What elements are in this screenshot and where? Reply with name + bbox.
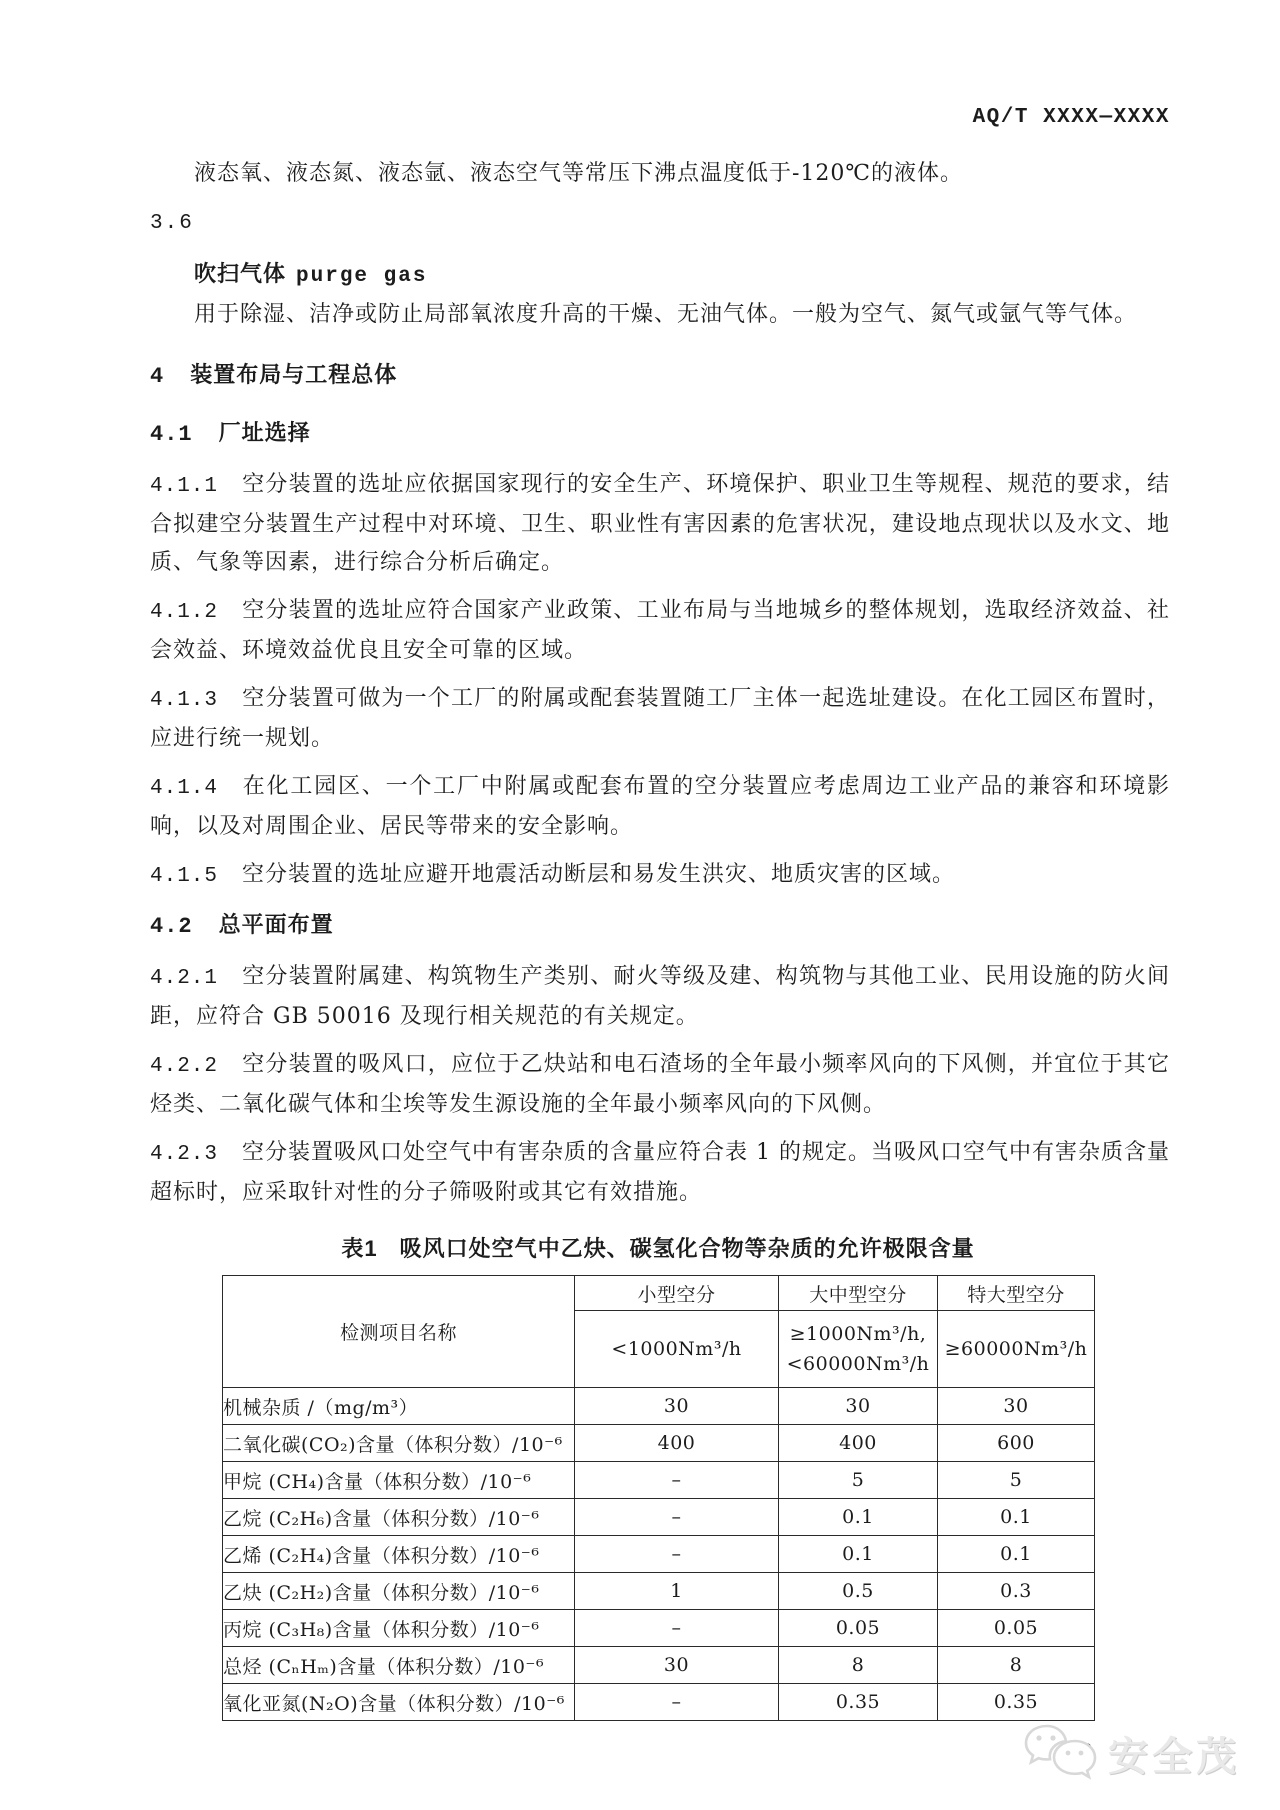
clause-4-1-1 — [150, 466, 1170, 582]
value-extra-large: 600 — [938, 1425, 1095, 1462]
value-small: 1 — [575, 1573, 779, 1610]
clause-4-2-3 — [150, 1134, 1170, 1212]
value-small: 400 — [575, 1425, 779, 1462]
value-extra-large: 30 — [938, 1388, 1095, 1425]
section-4-2-title: 总平面布置 — [218, 912, 334, 937]
table-row — [223, 1684, 1095, 1721]
brand-text: 安全茂 — [1108, 1734, 1240, 1779]
clause-number: 4.1.4 — [150, 777, 219, 800]
table-row — [223, 1425, 1095, 1462]
wechat-logo-icon — [1022, 1722, 1100, 1784]
clause-number: 4.2.2 — [150, 1055, 219, 1078]
clause-text: 空分装置的吸风口，应位于乙炔站和电石渣场的全年最小频率风向的下风侧，并宜位于其它烃类、二氧化碳气体和尘埃等发生源设施的全年最小频率风向的下风侧。 — [150, 1052, 1170, 1117]
value-medium: 0.5 — [779, 1573, 938, 1610]
clause-text: 空分装置的选址应依据国家现行的安全生产、环境保护、职业卫生等规程、规范的要求，结合拟建空分装置生产过程中对环境、卫生、职业性有害因素的危害状况，建设地点现状以及水文、地质、气象等因素，进行综合分析后确定。 — [150, 472, 1170, 575]
section-4-heading — [150, 360, 1170, 392]
column-header-extra-large: 特大型空分 — [938, 1276, 1095, 1311]
table-row — [223, 1462, 1095, 1499]
clause-text: 在化工园区、一个工厂中附属或配套布置的空分装置应考虑周边工业产品的兼容和环境影响，以及对周围企业、居民等带来的安全影响。 — [150, 774, 1170, 839]
item-cell: 乙烷 (C₂H₆)含量（体积分数）/10⁻⁶ — [223, 1499, 575, 1536]
value-extra-large: 0.1 — [938, 1499, 1095, 1536]
clause-number: 4.1.3 — [150, 689, 219, 712]
capacity-extra-large: ≥60000Nm³/h — [938, 1311, 1095, 1388]
standard-number-header: AQ/T XXXX—XXXX — [972, 106, 1170, 129]
value-medium: 30 — [779, 1388, 938, 1425]
capacity-medium-large-line2: <60000Nm³/h — [786, 1353, 930, 1375]
page-number — [222, 1739, 1094, 1763]
clause-4-1-3 — [150, 680, 1170, 758]
value-medium: 0.35 — [779, 1684, 938, 1721]
intro-paragraph: 液态氧、液态氮、液态氩、液态空气等常压下沸点温度低于-120℃的液体。 — [194, 161, 964, 186]
term-definition: 用于除湿、洁净或防止局部氧浓度升高的干燥、无油气体。一般为空气、氮气或氩气等气体。 — [194, 302, 1138, 327]
value-small: – — [575, 1536, 779, 1573]
item-cell: 机械杂质 /（mg/m³） — [223, 1388, 575, 1425]
column-header-small: 小型空分 — [575, 1276, 779, 1311]
section-4-number: 4 — [150, 364, 165, 389]
table-row — [223, 1499, 1095, 1536]
value-extra-large: 5 — [938, 1462, 1095, 1499]
value-medium: 0.1 — [779, 1536, 938, 1573]
clause-text: 空分装置的选址应符合国家产业政策、工业布局与当地城乡的整体规划，选取经济效益、社会效益、环境效益优良且安全可靠的区域。 — [150, 598, 1170, 663]
clause-4-1-5 — [150, 856, 1170, 896]
capacity-small: <1000Nm³/h — [575, 1311, 779, 1388]
value-small: – — [575, 1610, 779, 1647]
clause-number: 4.1.5 — [150, 865, 219, 888]
value-extra-large: 8 — [938, 1647, 1095, 1684]
item-cell: 乙炔 (C₂H₂)含量（体积分数）/10⁻⁶ — [223, 1573, 575, 1610]
table-1-caption-label: 表1 — [341, 1236, 378, 1261]
table-row — [223, 1573, 1095, 1610]
table-row — [223, 1647, 1095, 1684]
item-cell: 二氧化碳(CO₂)含量（体积分数）/10⁻⁶ — [223, 1425, 575, 1462]
term-chinese: 吹扫气体 — [194, 261, 287, 286]
item-cell: 丙烷 (C₃H₈)含量（体积分数）/10⁻⁶ — [223, 1610, 575, 1647]
value-medium: 0.05 — [779, 1610, 938, 1647]
column-header-item-name: 检测项目名称 — [223, 1276, 575, 1388]
value-medium: 8 — [779, 1647, 938, 1684]
clause-text: 空分装置的选址应避开地震活动断层和易发生洪灾、地质灾害的区域。 — [242, 862, 956, 887]
value-small: – — [575, 1684, 779, 1721]
term-english: purge gas — [296, 265, 428, 288]
capacity-medium-large — [779, 1311, 938, 1388]
section-4-2-number: 4.2 — [150, 914, 193, 939]
value-medium: 5 — [779, 1462, 938, 1499]
item-cell: 总烃 (CₙHₘ)含量（体积分数）/10⁻⁶ — [223, 1647, 575, 1684]
value-extra-large: 0.35 — [938, 1684, 1095, 1721]
item-cell: 氧化亚氮(N₂O)含量（体积分数）/10⁻⁶ — [223, 1684, 575, 1721]
impurity-limit-table — [222, 1275, 1095, 1721]
table-1-caption — [222, 1232, 1094, 1263]
value-small: 30 — [575, 1388, 779, 1425]
value-extra-large: 0.3 — [938, 1573, 1095, 1610]
clause-text: 空分装置吸风口处空气中有害杂质的含量应符合表 1 的规定。当吸风口空气中有害杂质含量超标时，应采取针对性的分子筛吸附或其它有效措施。 — [150, 1140, 1171, 1205]
table-row — [223, 1610, 1095, 1647]
section-4-1-title: 厂址选择 — [218, 420, 311, 445]
column-header-medium-large: 大中型空分 — [779, 1276, 938, 1311]
value-medium: 400 — [779, 1425, 938, 1462]
table-1-caption-text: 吸风口处空气中乙炔、碳氢化合物等杂质的允许极限含量 — [399, 1236, 975, 1261]
table-row — [223, 1388, 1095, 1425]
capacity-medium-large-line1: ≥1000Nm³/h, — [789, 1323, 927, 1345]
section-4-title: 装置布局与工程总体 — [190, 362, 398, 387]
clause-4-2-1 — [150, 958, 1170, 1036]
clause-text: 空分装置附属建、构筑物生产类别、耐火等级及建、构筑物与其他工业、民用设施的防火间距，应符合 GB 50016 及现行相关规范的有关规定。 — [150, 964, 1170, 1029]
item-cell: 乙烯 (C₂H₄)含量（体积分数）/10⁻⁶ — [223, 1536, 575, 1573]
section-4-2-heading — [150, 910, 1170, 942]
term-heading — [150, 255, 1170, 296]
value-medium: 0.1 — [779, 1499, 938, 1536]
clause-number: 4.1.1 — [150, 475, 219, 498]
value-extra-large: 0.1 — [938, 1536, 1095, 1573]
clause-4-1-4 — [150, 768, 1170, 846]
clause-number-3-6: 3.6 — [150, 212, 194, 235]
clause-number: 4.2.1 — [150, 967, 219, 990]
value-small: 30 — [575, 1647, 779, 1684]
section-4-1-heading — [150, 418, 1170, 450]
table-row — [223, 1536, 1095, 1573]
table-header-row-types — [223, 1276, 1095, 1311]
section-4-1-number: 4.1 — [150, 422, 193, 447]
clause-number: 4.2.3 — [150, 1143, 219, 1166]
clause-number: 4.1.2 — [150, 601, 219, 624]
clause-4-2-2 — [150, 1046, 1170, 1124]
item-cell: 甲烷 (CH₄)含量（体积分数）/10⁻⁶ — [223, 1462, 575, 1499]
watermark — [1022, 1722, 1240, 1784]
value-small: – — [575, 1462, 779, 1499]
clause-4-1-2 — [150, 592, 1170, 670]
clause-text: 空分装置可做为一个工厂的附属或配套装置随工厂主体一起选址建设。在化工园区布置时，应进行统一规划。 — [150, 686, 1170, 751]
value-small: – — [575, 1499, 779, 1536]
value-extra-large: 0.05 — [938, 1610, 1095, 1647]
